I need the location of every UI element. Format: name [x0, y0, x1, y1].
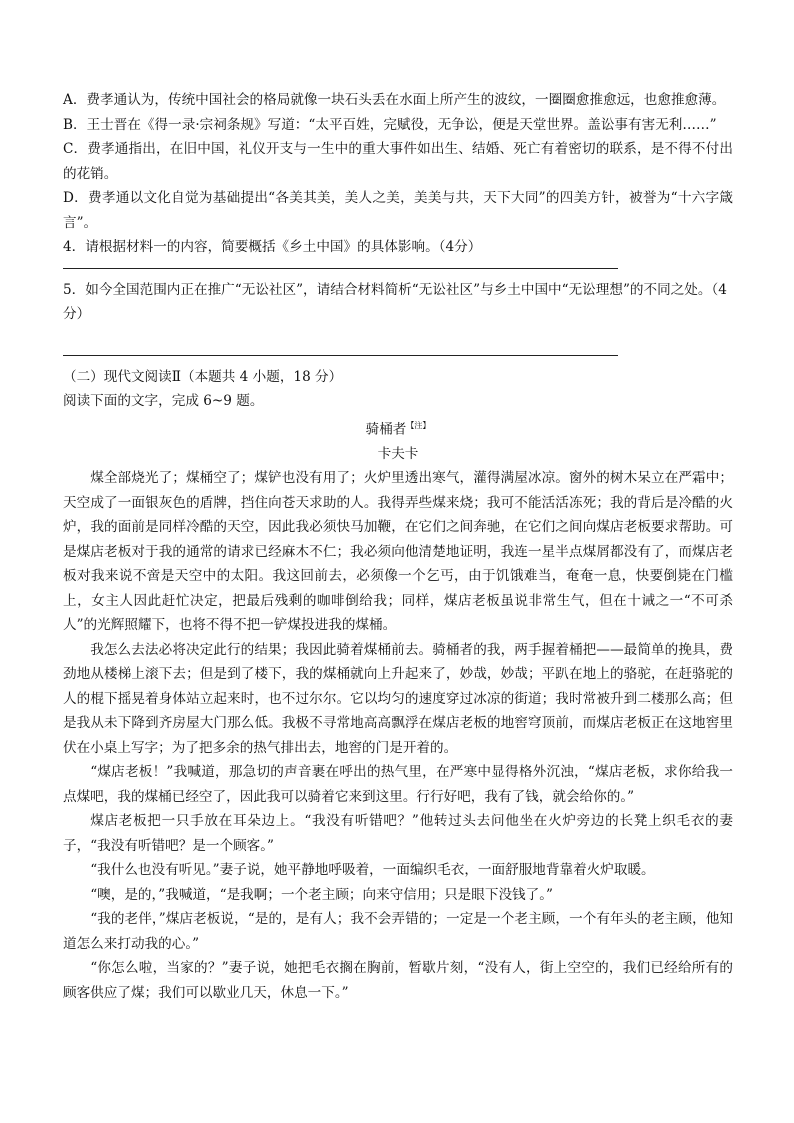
story-title-text: 骑桶者 — [365, 421, 407, 438]
option-a: A．费孝通认为，传统中国社会的格局就像一块石头丢在水面上所产生的波纹，一圈圈愈推愈远，也愈推愈薄。 — [63, 92, 726, 108]
section-title: （二）现代文阅读Ⅱ（本题共 4 小题，18 分） — [63, 368, 343, 385]
story-paragraph: 煤全部烧光了；煤桶空了；煤铲也没有用了；火炉里透出寒气，灌得满屋冰凉。窗外的树木呆立在严霜中；天空成了一面银灰色的盾牌，挡住向苍天求助的人。我得弄些煤来烧；我可不能活活冻死；我的背后是冷酷的火炉，我的面前是同样冷酷的天空，因此我必须快马加鞭，在它们之间奔驰，在它们之间向煤店老板要求帮助。可是煤店老板对于我的通常的请求已经麻木不仁；我必须向他清楚地证明，我连一星半点煤屑都没有了，而煤店老板对我来说不啻是天空中的太阳。我这回前去，必须像一个乞丐，由于饥饿难当，奄奄一息，快要倒毙在门槛上，女主人因此赶忙决定，把最后残剩的咖啡倒给我；同样，煤店老板虽说非常生气，但在十诫之一“不可杀人”的光辉照耀下，也将不得不把一铲煤投进我的煤桶。 — [63, 470, 733, 634]
story-title — [63, 414, 733, 442]
question-5: 5．如今全国范围内正在推广“无讼社区”，请结合材料简析“无讼社区”与乡土中国中“无讼理想”的不同之处。（4分） — [63, 281, 727, 322]
story-paragraph: “我的老伴，”煤店老板说，“是的，是有人；我不会弄错的；一定是一个老主顾，一个有年头的老主顾，他知道怎么来打动我的心。” — [63, 911, 733, 952]
answer-line-q5[interactable] — [63, 355, 618, 356]
instruction: 阅读下面的文字，完成 6~9 题。 — [63, 393, 264, 409]
answer-line-q4[interactable] — [63, 268, 618, 269]
option-c: C．费孝通指出，在旧中国，礼仪开支与一生中的重大事件如出生、结婚、死亡有着密切的联系，是不得不付出的花销。 — [63, 141, 733, 182]
question-4: 4．请根据材料一的内容，简要概括《乡土中国》的具体影响。（4分） — [63, 239, 482, 255]
option-b: B．王士晋在《得一录·宗祠条规》写道：“太平百姓，完赋役，无争讼，便是天堂世界。盖讼事有害无利……” — [63, 116, 717, 133]
story-paragraph: “我什么也没有听见。”妻子说，她平静地呼吸着，一面编织毛衣，一面舒服地背靠着火炉取暖。 — [90, 862, 655, 879]
story-paragraph: 我怎么去法必将决定此行的结果；我因此骑着煤桶前去。骑桶者的我，两手握着桶把——最简单的挽具，费劲地从楼梯上滚下去；但是到了楼下，我的煤桶就向上升起来了，妙哉，妙哉；平趴在地上的骆驼，在赶骆驼的人的棍下摇晃着身体站立起来时，也不过尔尔。它以均匀的速度穿过冰凉的街道；我时常被升到二楼那么高；但是我从未下降到齐房屋大门那么低。我极不寻常地高高飘浮在煤店老板的地窖穹顶前，而煤店老板正在这地窖里伏在小桌上写字；为了把多余的热气排出去，地窖的门是开着的。 — [63, 641, 733, 756]
story-paragraph: “煤店老板！”我喊道，那急切的声音裹在呼出的热气里，在严寒中显得格外沉浊，“煤店老板，求你给我一点煤吧，我的煤桶已经空了，因此我可以骑着它来到这里。行行好吧，我有了钱，就会给你的。” — [63, 764, 733, 805]
story-paragraph: “噢，是的，”我喊道，“是我啊；一个老主顾；向来守信用；只是眼下没钱了。” — [90, 886, 553, 903]
note-mark: 【注】 — [406, 420, 431, 430]
story-author: 卡夫卡 — [377, 445, 419, 462]
story-paragraph: “你怎么啦，当家的？”妻子说，她把毛衣搁在胸前，暂歇片刻，“没有人，街上空空的，我们已经给所有的顾客供应了煤；我们可以歇业几天，休息一下。” — [63, 960, 733, 1001]
story-paragraph: 煤店老板把一只手放在耳朵边上。“我没有听错吧？”他转过头去问他坐在火炉旁边的长凳上织毛衣的妻子，“我没有听错吧？是一个顾客。” — [63, 813, 733, 854]
option-d: D．费孝通以文化自觉为基础提出“各美其美，美人之美，美美与共，天下大同”的四美方针，被誉为“十六字箴言”。 — [63, 190, 733, 231]
exam-page — [63, 88, 733, 1005]
